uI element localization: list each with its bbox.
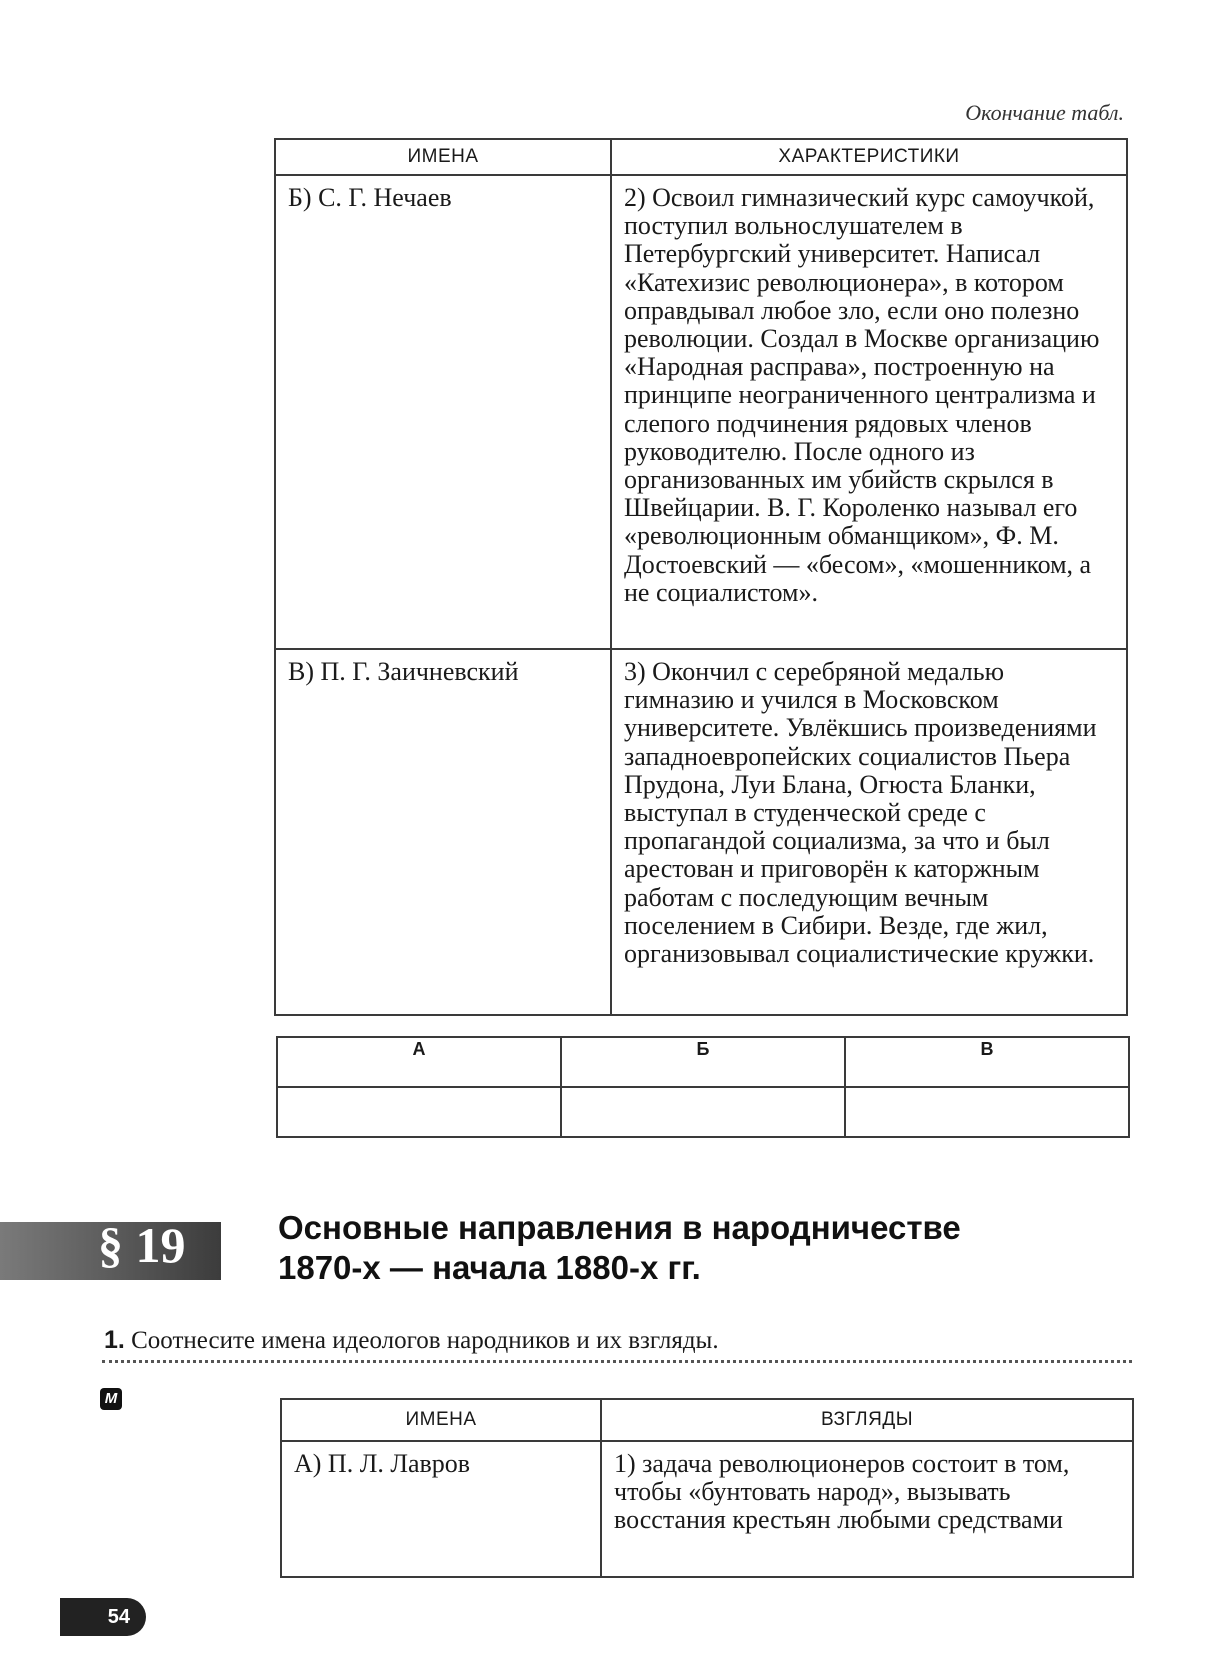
table-row [275, 175, 1127, 649]
description-cell: 1) задача революционеров состоит в том, чтобы «бунтовать народ», вызывать восстания крестьян любыми средствами [601, 1441, 1133, 1577]
answer-header-v: В [845, 1037, 1129, 1087]
section-title-line-2: 1870-х — начала 1880-х гг. [278, 1249, 701, 1286]
section-title [278, 1208, 1158, 1288]
answer-header-b: Б [561, 1037, 845, 1087]
section-number: § 19 [98, 1217, 186, 1273]
answer-cell-v[interactable] [845, 1087, 1129, 1137]
answer-cell-a[interactable] [277, 1087, 561, 1137]
answer-table [276, 1036, 1130, 1138]
answer-cell-b[interactable] [561, 1087, 845, 1137]
section-title-line-1: Основные направления в народничестве [278, 1209, 961, 1246]
name-cell: А) П. Л. Лавров [281, 1441, 601, 1577]
page-number: 54 [60, 1598, 146, 1636]
column-header-views: ВЗГЛЯДЫ [601, 1399, 1133, 1441]
column-header-characteristics: ХАРАКТЕРИСТИКИ [611, 139, 1127, 175]
characteristics-table [274, 138, 1128, 1016]
table-row [275, 649, 1127, 1015]
task-prompt [104, 1326, 719, 1355]
table-continuation-label: Окончание табл. [965, 100, 1124, 125]
description-cell: 2) Освоил гимназический курс самоучкой, поступил вольнослушателем в Петербургский университет. Написал «Катехизис революционера», в котором оправдывал любое зло, если оно полезно революции. Создал в Москве организацию «Народная расправа», построенную на принципе неограниченного централизма и слепого подчинения рядовых членов руководителю. После одного из организованных им убийств скрылся в Швейцарии. В. Г. Короленко называл его «революционным обманщиком», Ф. М. Достоевский — «бесом», «мошенником, а не социалистом». [611, 175, 1127, 649]
name-cell: Б) С. Г. Нечаев [275, 175, 611, 649]
task-text: Соотнесите имена идеологов народников и их взгляды. [131, 1327, 719, 1354]
answer-header-a: А [277, 1037, 561, 1087]
views-table [280, 1398, 1134, 1578]
task-number: 1. [104, 1326, 125, 1354]
dotted-divider [102, 1360, 1132, 1363]
methodical-note-icon: М [100, 1388, 122, 1410]
name-cell: В) П. Г. Заичневский [275, 649, 611, 1015]
column-header-names: ИМЕНА [275, 139, 611, 175]
description-cell: 3) Окончил с серебряной медалью гимназию и учился в Московском университете. Увлёкшись произведениями западноевропейских социалистов Пьера Прудона, Луи Блана, Огюста Бланки, выступал в студенческой среде с пропагандой социализма, за что и был арестован и приговорён к каторжным работам с последующим вечным поселением в Сибири. Везде, где жил, организовывал социалистические кружки. [611, 649, 1127, 1015]
table-row [281, 1441, 1133, 1577]
column-header-names: ИМЕНА [281, 1399, 601, 1441]
